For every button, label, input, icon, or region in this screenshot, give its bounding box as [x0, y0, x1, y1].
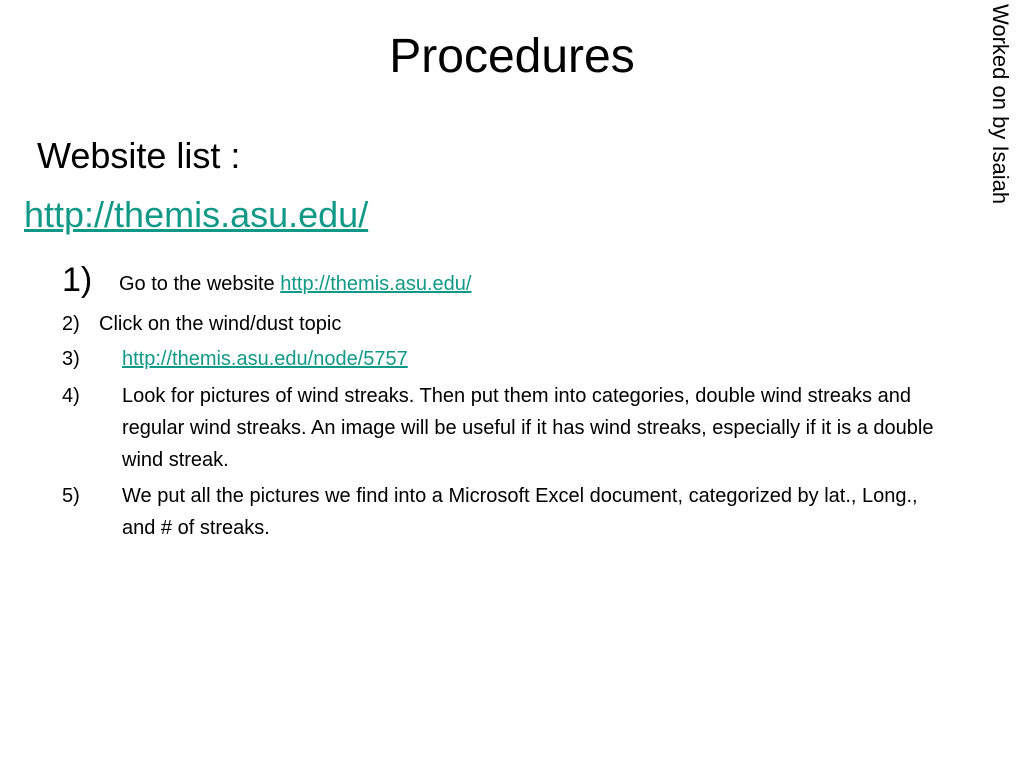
step-text: [62, 258, 942, 300]
step-1-link[interactable]: http://themis.asu.edu/: [280, 273, 472, 295]
step-3-link[interactable]: http://themis.asu.edu/node/5757: [122, 348, 408, 370]
step-number: 1): [62, 261, 93, 299]
step-text: Click on the wind/dust topic: [99, 313, 342, 335]
step-5: [62, 480, 942, 544]
step-text: We put all the pictures we find into a Microsoft Excel document, categorized by lat., Long., and # of streaks.: [122, 485, 918, 539]
website-list-heading: Website list :: [37, 135, 241, 176]
step-number: 5): [62, 485, 80, 507]
step-number: 2): [62, 313, 80, 335]
step-3: [62, 343, 942, 375]
page-title: Procedures: [389, 30, 635, 83]
themis-main-link[interactable]: http://themis.asu.edu/: [24, 194, 369, 235]
step-1: [62, 258, 942, 300]
step-4: [62, 380, 942, 476]
step-label: Go to the website: [119, 273, 281, 295]
author-note: Worked on by Isaiah: [988, 4, 1013, 205]
step-2: [62, 308, 942, 340]
step-number: 3): [62, 348, 80, 370]
step-number: 4): [62, 385, 80, 407]
step-text: [62, 343, 942, 375]
step-text: Look for pictures of wind streaks. Then put them into categories, double wind streaks and regular wind streaks. An image will be useful if it has wind streaks, especially if it is a double wind streak.: [122, 385, 934, 471]
